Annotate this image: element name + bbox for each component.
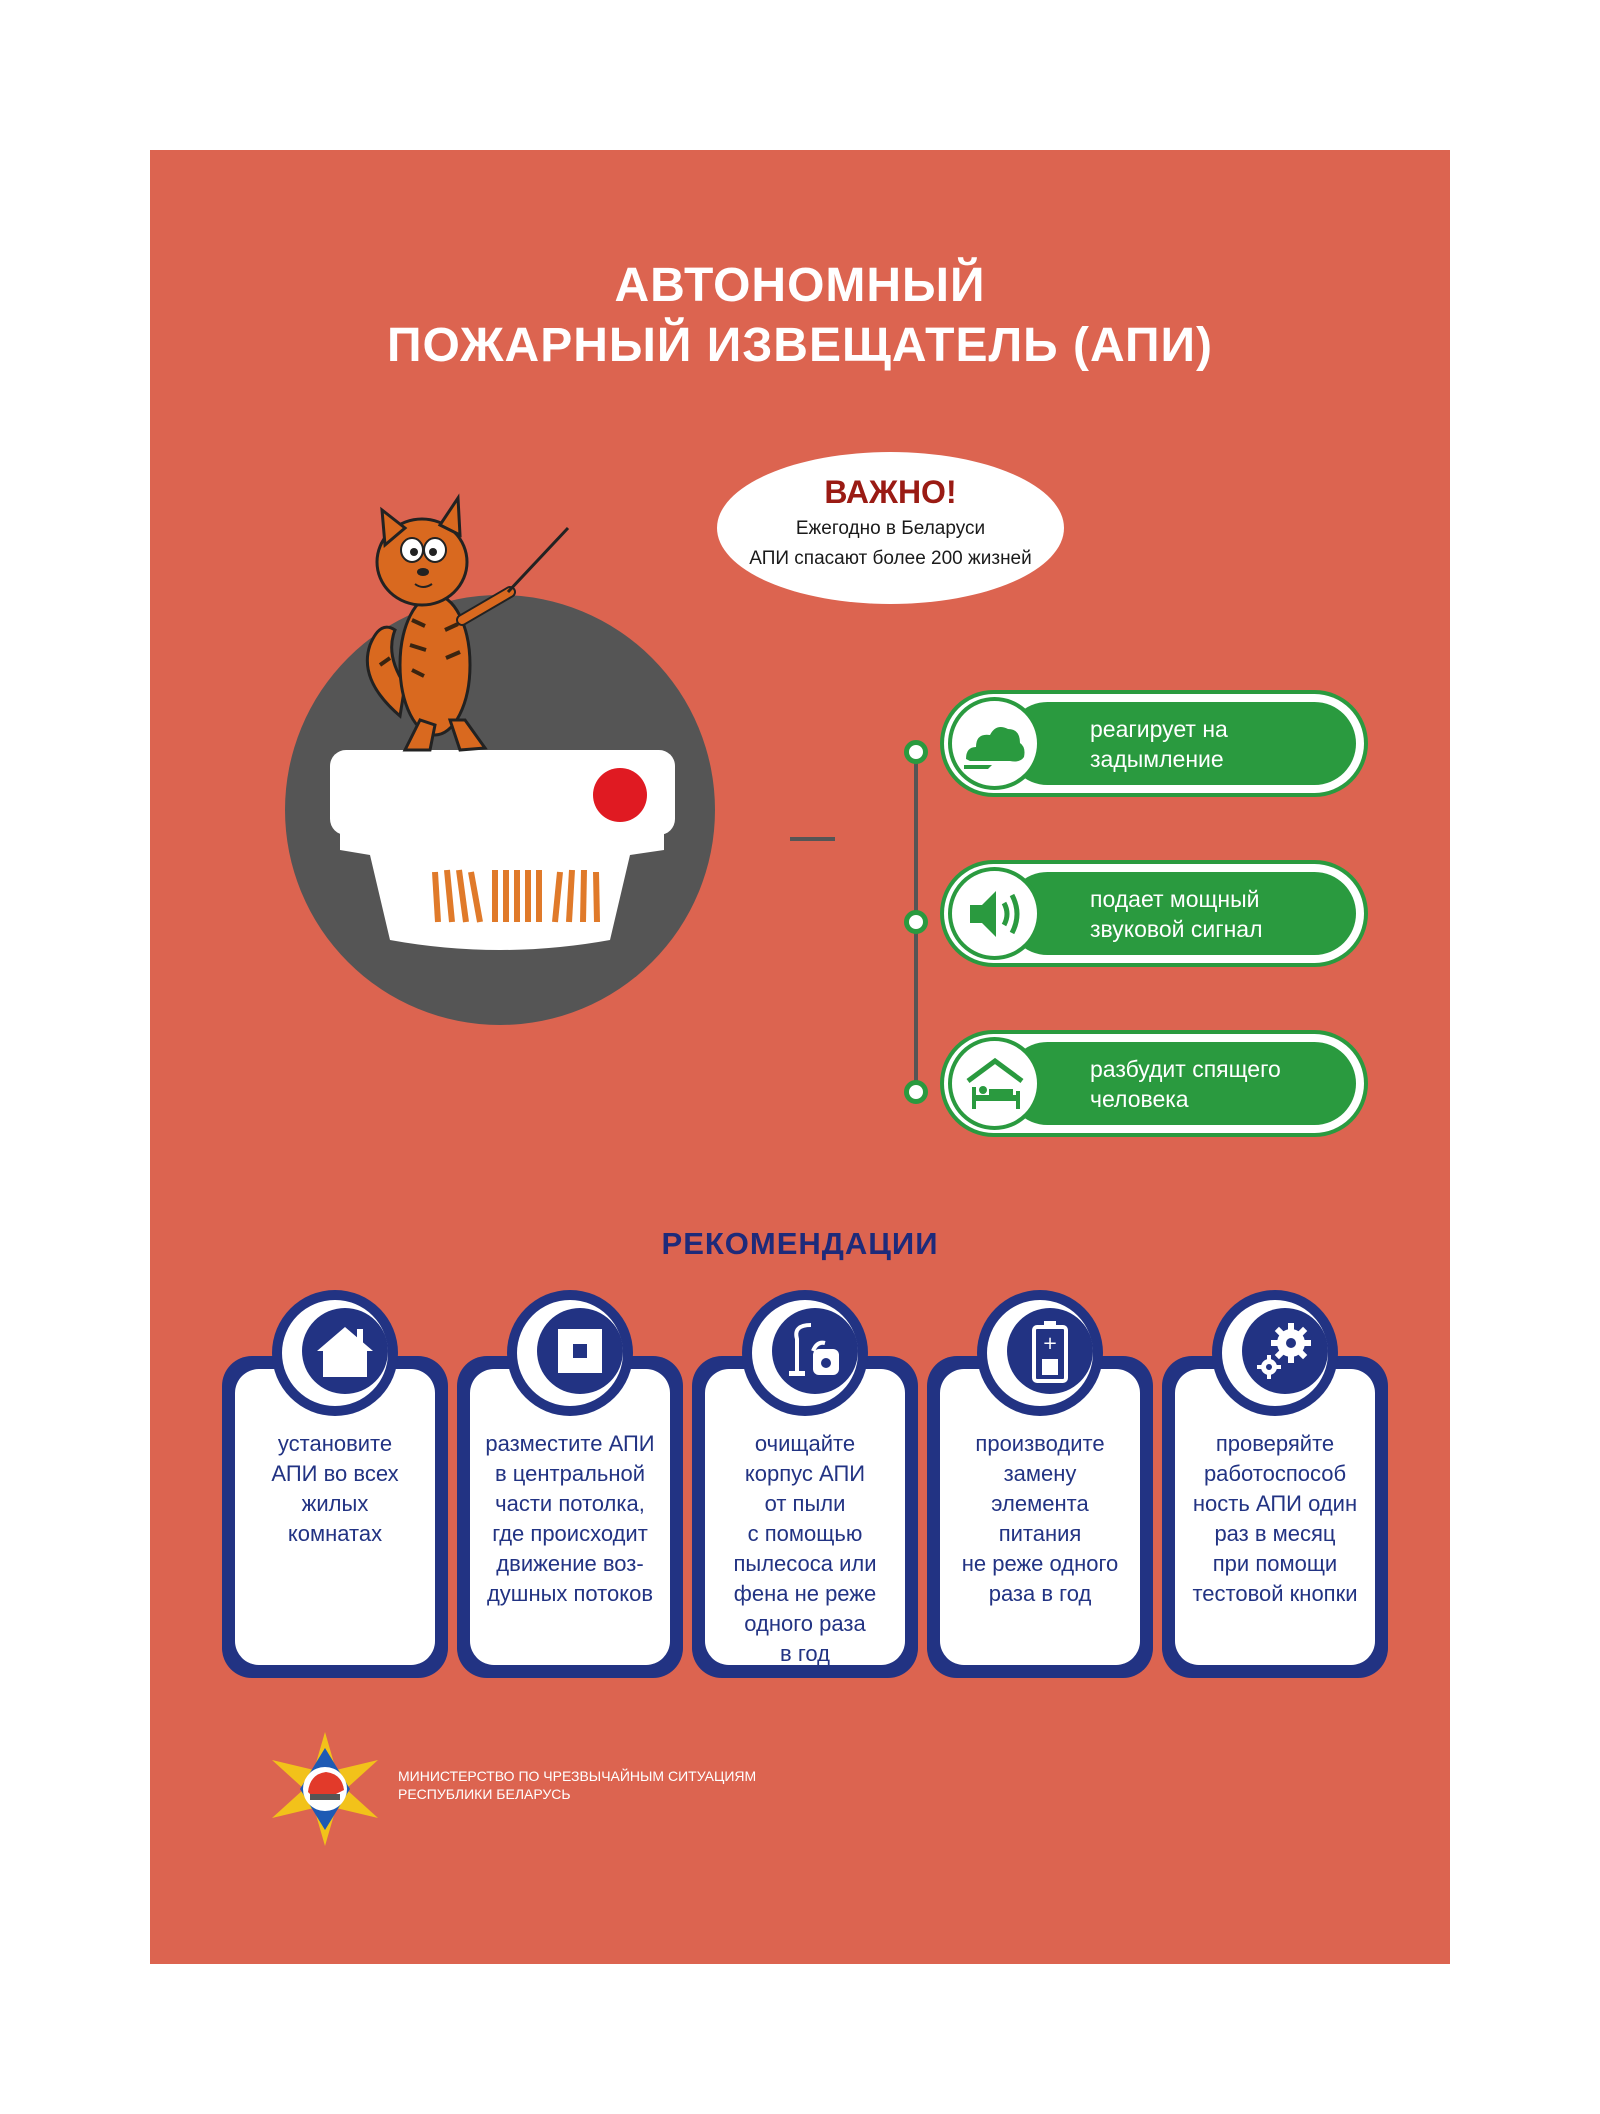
vacuum-icon — [772, 1308, 858, 1394]
card-4-line-3: элемента — [991, 1491, 1089, 1516]
card-5-line-3: ность АПИ один — [1192, 1491, 1358, 1516]
card-4-line-2: замену — [1003, 1461, 1077, 1486]
bubble-line-1: Ежегодно в Беларуси — [795, 518, 986, 539]
card-5-line-5: при помощи — [1212, 1551, 1338, 1576]
title-line-2: ПОЖАРНЫЙ ИЗВЕЩАТЕЛЬ (АПИ) — [386, 319, 1214, 372]
card-3-line-4: с помощью — [747, 1521, 863, 1546]
feature-wake — [940, 1030, 1368, 1137]
feature-smoke-line-2: задымление — [1090, 746, 1224, 772]
ceiling-detector-icon — [537, 1308, 623, 1394]
feature-smoke-line-1: реагирует на — [1090, 716, 1228, 742]
card-2-line-2: в центральной — [494, 1461, 646, 1486]
card-1-line-3: жилых — [301, 1491, 369, 1516]
feature-smoke — [940, 690, 1368, 797]
bed-icon — [948, 1037, 1041, 1130]
gears-icon — [1242, 1308, 1328, 1394]
card-5-line-2: работоспособ — [1203, 1461, 1347, 1486]
card-4-line-1: производите — [975, 1431, 1105, 1456]
ministry-name — [398, 1767, 756, 1803]
feature-wake-line-2: человека — [1090, 1086, 1189, 1112]
card-3-line-6: фена не реже — [733, 1581, 877, 1606]
card-5-line-4: раз в месяц — [1214, 1521, 1336, 1546]
feature-wake-line-1: разбудит спящего — [1090, 1056, 1281, 1082]
card-3-line-8: в год — [780, 1641, 830, 1666]
card-3-line-2: корпус АПИ — [744, 1461, 866, 1486]
card-4-line-6: раза в год — [988, 1581, 1092, 1606]
connector-dot-2 — [904, 910, 928, 934]
feature-sound-line-1: подает мощный — [1090, 886, 1260, 912]
card-2-line-3: части потолка, — [495, 1491, 645, 1516]
svg-text:+: + — [1042, 1333, 1058, 1354]
smoke-icon — [948, 697, 1041, 790]
card-5-line-6: тестовой кнопки — [1192, 1581, 1358, 1606]
bubble-line-2: АПИ спасают более 200 жизней — [749, 548, 1032, 569]
ministry-line-2: РЕСПУБЛИКИ БЕЛАРУСЬ — [398, 1786, 571, 1802]
card-3-line-7: одного раза — [744, 1611, 866, 1636]
card-3-line-3: от пыли — [764, 1491, 846, 1516]
feature-sound-line-2: звуковой сигнал — [1090, 916, 1263, 942]
recommendations-title: РЕКОМЕНДАЦИИ — [661, 1226, 939, 1261]
ministry-line-1: МИНИСТЕРСТВО ПО ЧРЕЗВЫЧАЙНЫМ СИТУАЦИЯМ — [398, 1768, 757, 1784]
speech-bubble — [717, 452, 1064, 604]
feature-sound — [940, 860, 1368, 967]
connector-dot-1 — [904, 740, 928, 764]
card-1-line-1: установите — [277, 1431, 393, 1456]
poster — [150, 150, 1450, 1964]
connector-dot-3 — [904, 1080, 928, 1104]
detector-red-button — [593, 768, 647, 822]
card-1-line-4: комнатах — [287, 1521, 383, 1546]
card-1-line-2: АПИ во всех — [271, 1461, 399, 1486]
card-4-line-5: не реже одного — [961, 1551, 1119, 1576]
bubble-heading: ВАЖНО! — [824, 474, 957, 510]
speaker-icon — [948, 867, 1041, 960]
card-2-line-5: движение воз- — [496, 1551, 644, 1576]
card-2-line-1: разместите АПИ — [485, 1431, 655, 1456]
card-3-line-5: пылесоса или — [733, 1551, 877, 1576]
house-icon — [302, 1308, 388, 1394]
title-line-1: АВТОНОМНЫЙ — [614, 259, 986, 312]
card-5-line-1: проверяйте — [1215, 1431, 1335, 1456]
card-3-line-1: очищайте — [754, 1431, 856, 1456]
ministry-emblem — [266, 1730, 384, 1848]
card-2-line-6: душных потоков — [486, 1581, 654, 1606]
card-2-line-4: где происходит — [492, 1521, 648, 1546]
battery-icon — [1007, 1308, 1093, 1394]
card-4-line-4: питания — [998, 1521, 1082, 1546]
